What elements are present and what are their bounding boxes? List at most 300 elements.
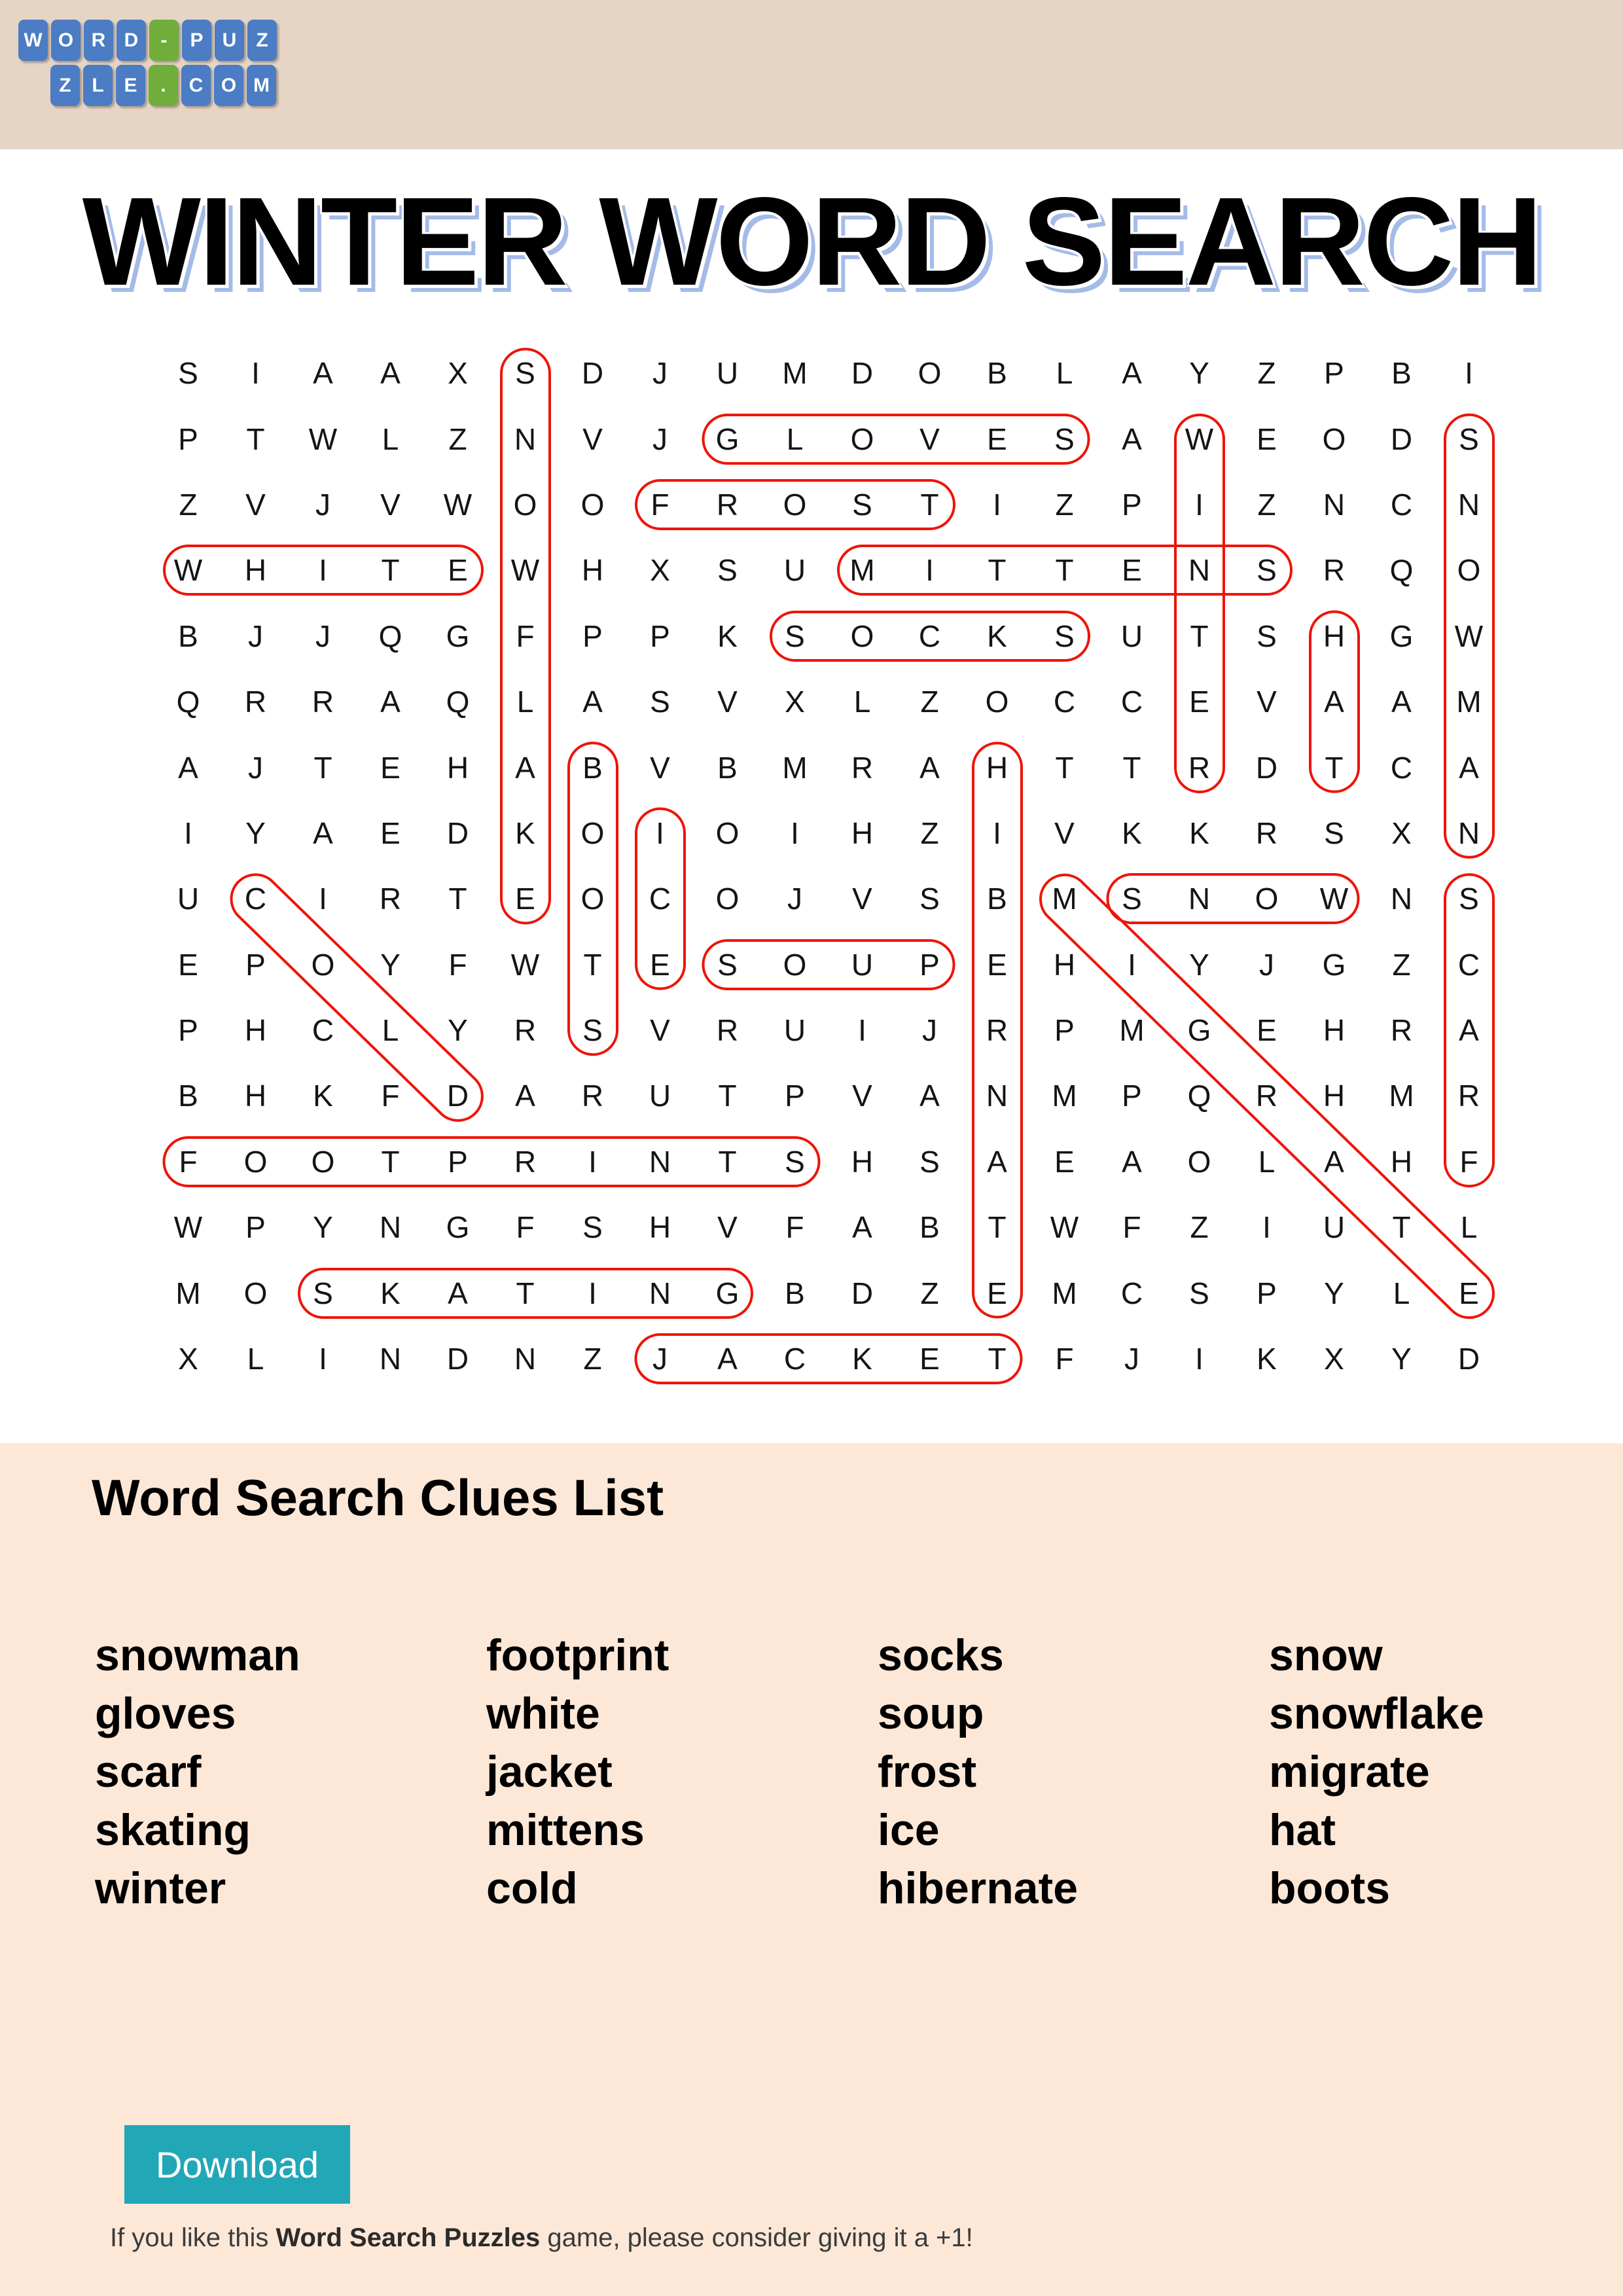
clue-word: footprint bbox=[486, 1630, 669, 1680]
grid-cell: H bbox=[244, 1013, 267, 1048]
clue-word: socks bbox=[878, 1630, 1004, 1680]
grid-cell: N bbox=[649, 1276, 671, 1310]
footer-note-bold: Word Search Puzzles bbox=[276, 2223, 541, 2252]
grid-cell: G bbox=[446, 619, 470, 653]
grid-cell: W bbox=[1050, 1210, 1079, 1245]
grid-cell: N bbox=[1390, 882, 1413, 916]
grid-cell: O bbox=[580, 816, 605, 850]
grid-cell: L bbox=[853, 685, 871, 719]
grid-cell: S bbox=[1054, 422, 1075, 456]
grid-cell: G bbox=[1187, 1013, 1211, 1048]
grid-cell: H bbox=[851, 816, 874, 850]
grid-cell: H bbox=[1390, 1144, 1413, 1179]
grid-cell: L bbox=[1393, 1276, 1410, 1310]
grid-cell: Z bbox=[179, 487, 198, 522]
grid-cell: H bbox=[244, 1079, 267, 1113]
site-logo[interactable] bbox=[18, 20, 277, 110]
grid-cell: H bbox=[1053, 947, 1076, 982]
grid-cell: I bbox=[858, 1013, 866, 1048]
grid-cell: H bbox=[244, 553, 267, 588]
clue-word: gloves bbox=[95, 1689, 236, 1738]
grid-cell: R bbox=[1457, 1079, 1480, 1113]
grid-cell: A bbox=[313, 816, 333, 850]
clue-word: snowflake bbox=[1269, 1689, 1484, 1738]
grid-cell: M bbox=[1456, 685, 1482, 719]
grid-cell: P bbox=[582, 619, 603, 653]
letter-grid bbox=[154, 340, 1503, 1391]
grid-cell: O bbox=[513, 487, 537, 522]
grid-cell: I bbox=[1465, 356, 1473, 391]
grid-cell: H bbox=[446, 750, 469, 785]
grid-cell: G bbox=[446, 1210, 470, 1245]
grid-cell: E bbox=[1122, 553, 1142, 588]
grid-cell: J bbox=[652, 356, 668, 391]
grid-cell: F bbox=[785, 1210, 804, 1245]
grid-cell: L bbox=[1056, 356, 1073, 391]
grid-cell: S bbox=[717, 553, 738, 588]
grid-cell: O bbox=[918, 356, 942, 391]
grid-cell: R bbox=[1390, 1013, 1413, 1048]
grid-cell: P bbox=[178, 422, 198, 456]
grid-cell: I bbox=[184, 816, 192, 850]
grid-cell: N bbox=[379, 1342, 402, 1376]
grid-cell: I bbox=[1195, 487, 1204, 522]
grid-cell: K bbox=[852, 1342, 872, 1376]
grid-cell: P bbox=[1324, 356, 1344, 391]
grid-cell: J bbox=[248, 619, 263, 653]
grid-cell: Q bbox=[1389, 553, 1414, 588]
grid-cell: T bbox=[920, 487, 939, 522]
grid-cell: A bbox=[515, 1079, 535, 1113]
grid-cell: S bbox=[785, 1144, 805, 1179]
grid-cell: W bbox=[308, 422, 338, 456]
grid-cell: E bbox=[987, 1276, 1007, 1310]
grid-cell: W bbox=[510, 553, 540, 588]
grid-cell: X bbox=[448, 356, 468, 391]
grid-cell: H bbox=[1323, 1079, 1346, 1113]
grid-cell: E bbox=[1459, 1276, 1479, 1310]
grid-cell: O bbox=[311, 1144, 335, 1179]
grid-cell: U bbox=[177, 882, 200, 916]
grid-cell: H bbox=[851, 1144, 874, 1179]
grid-cell: U bbox=[1323, 1210, 1346, 1245]
grid-cell: V bbox=[245, 487, 266, 522]
logo-tile: C bbox=[181, 65, 211, 106]
grid-cell: I bbox=[319, 1342, 327, 1376]
grid-cell: W bbox=[510, 947, 540, 982]
logo-tile: P bbox=[182, 20, 211, 61]
grid-cell: R bbox=[1255, 1079, 1278, 1113]
grid-cell: C bbox=[1457, 947, 1480, 982]
grid-cell: V bbox=[852, 1079, 872, 1113]
grid-cell: R bbox=[851, 750, 874, 785]
grid-cell: V bbox=[1257, 685, 1277, 719]
grid-cell: D bbox=[581, 356, 604, 391]
grid-cell: N bbox=[1188, 882, 1211, 916]
grid-cell: O bbox=[1457, 553, 1481, 588]
grid-cell: V bbox=[1054, 816, 1075, 850]
grid-cell: P bbox=[1122, 1079, 1142, 1113]
grid-cell: O bbox=[715, 882, 740, 916]
grid-cell: K bbox=[1122, 816, 1142, 850]
clue-word: scarf bbox=[95, 1747, 202, 1797]
grid-cell: J bbox=[922, 1013, 937, 1048]
grid-cell: J bbox=[1124, 1342, 1139, 1376]
grid-cell: T bbox=[448, 882, 467, 916]
clue-word: boots bbox=[1269, 1863, 1391, 1913]
grid-cell: R bbox=[581, 1079, 604, 1113]
page-header bbox=[0, 0, 1623, 149]
grid-cell: U bbox=[783, 553, 806, 588]
grid-cell: S bbox=[1122, 882, 1142, 916]
grid-cell: P bbox=[1257, 1276, 1277, 1310]
logo-tile: Z bbox=[247, 20, 277, 61]
grid-cell: D bbox=[851, 356, 874, 391]
grid-cell: D bbox=[446, 1342, 469, 1376]
grid-cell: A bbox=[1391, 685, 1412, 719]
grid-cell: M bbox=[1389, 1079, 1414, 1113]
grid-cell: A bbox=[1324, 1144, 1344, 1179]
grid-cell: C bbox=[1120, 685, 1143, 719]
grid-cell: M bbox=[1052, 1276, 1077, 1310]
grid-cell: Y bbox=[448, 1013, 468, 1048]
grid-cell: T bbox=[1392, 1210, 1411, 1245]
grid-cell: T bbox=[1122, 750, 1141, 785]
grid-cell: S bbox=[582, 1210, 603, 1245]
grid-cell: M bbox=[175, 1276, 201, 1310]
grid-cell: A bbox=[919, 1079, 940, 1113]
grid-cell: V bbox=[852, 882, 872, 916]
grid-cell: E bbox=[987, 422, 1007, 456]
grid-cell: D bbox=[446, 1079, 469, 1113]
grid-cell: K bbox=[380, 1276, 401, 1310]
grid-cell: X bbox=[1391, 816, 1412, 850]
grid-cell: P bbox=[1122, 487, 1142, 522]
grid-cell: S bbox=[1189, 1276, 1209, 1310]
clues-column bbox=[878, 1626, 1269, 1918]
grid-cell: A bbox=[313, 356, 333, 391]
grid-cell: A bbox=[987, 1144, 1007, 1179]
grid-cell: Z bbox=[448, 422, 467, 456]
grid-cell: A bbox=[1459, 750, 1479, 785]
grid-cell: A bbox=[852, 1210, 872, 1245]
grid-cell: W bbox=[173, 553, 203, 588]
grid-cell: A bbox=[582, 685, 603, 719]
grid-cell: R bbox=[514, 1013, 537, 1048]
grid-cell: M bbox=[1119, 1013, 1145, 1048]
grid-cell: O bbox=[1322, 422, 1346, 456]
grid-cell: E bbox=[919, 1342, 940, 1376]
grid-cell: L bbox=[1460, 1210, 1478, 1245]
grid-cell: A bbox=[1122, 356, 1142, 391]
grid-cell: C bbox=[1120, 1276, 1143, 1310]
grid-cell: Z bbox=[1257, 356, 1276, 391]
grid-cell: K bbox=[987, 619, 1007, 653]
grid-cell: O bbox=[243, 1144, 268, 1179]
grid-cell: Y bbox=[1391, 1342, 1412, 1376]
logo-tile: R bbox=[84, 20, 113, 61]
grid-cell: A bbox=[1324, 685, 1344, 719]
grid-cell: B bbox=[987, 356, 1007, 391]
grid-cell: V bbox=[919, 422, 940, 456]
grid-cell: H bbox=[581, 553, 604, 588]
grid-cell: Z bbox=[1055, 487, 1074, 522]
grid-cell: P bbox=[1054, 1013, 1075, 1048]
grid-cell: F bbox=[516, 619, 535, 653]
grid-cell: H bbox=[1323, 619, 1346, 653]
grid-cell: W bbox=[1454, 619, 1484, 653]
clue-word: white bbox=[486, 1689, 600, 1738]
grid-cell: R bbox=[514, 1144, 537, 1179]
grid-cell: A bbox=[178, 750, 198, 785]
grid-cell: I bbox=[319, 882, 327, 916]
grid-cell: I bbox=[656, 816, 664, 850]
grid-cell: Z bbox=[920, 685, 939, 719]
clue-word: hat bbox=[1269, 1805, 1336, 1855]
grid-cell: D bbox=[1255, 750, 1278, 785]
grid-cell: S bbox=[178, 356, 198, 391]
logo-row bbox=[50, 65, 277, 106]
clue-word: hibernate bbox=[878, 1863, 1079, 1913]
clues-column bbox=[486, 1626, 878, 1918]
grid-cell: C bbox=[649, 882, 671, 916]
grid-cell: S bbox=[650, 685, 670, 719]
grid-cell: X bbox=[650, 553, 670, 588]
grid-cell: L bbox=[382, 1013, 399, 1048]
grid-cell: T bbox=[988, 1342, 1007, 1376]
grid-cell: E bbox=[380, 816, 401, 850]
grid-cell: B bbox=[178, 619, 198, 653]
grid-cell: O bbox=[311, 947, 335, 982]
clue-word: migrate bbox=[1269, 1747, 1430, 1797]
clue-word: winter bbox=[95, 1863, 226, 1913]
grid-cell: Z bbox=[583, 1342, 602, 1376]
grid-cell: D bbox=[1390, 422, 1413, 456]
logo-tile: . bbox=[149, 65, 178, 106]
grid-cell: T bbox=[988, 553, 1007, 588]
grid-cell: I bbox=[1195, 1342, 1204, 1376]
logo-tile: E bbox=[116, 65, 145, 106]
grid-cell: S bbox=[313, 1276, 333, 1310]
grid-cell: X bbox=[785, 685, 805, 719]
grid-cell: H bbox=[1323, 1013, 1346, 1048]
grid-cell: R bbox=[244, 685, 267, 719]
grid-cell: F bbox=[448, 947, 467, 982]
grid-cell: T bbox=[988, 1210, 1007, 1245]
grid-cell: Z bbox=[920, 1276, 939, 1310]
grid-cell: P bbox=[448, 1144, 468, 1179]
grid-cell: M bbox=[782, 750, 808, 785]
grid-cell: T bbox=[1325, 750, 1344, 785]
grid-cell: U bbox=[783, 1013, 806, 1048]
grid-cell: E bbox=[380, 750, 401, 785]
grid-cell: Z bbox=[1190, 1210, 1209, 1245]
grid-cell: R bbox=[986, 1013, 1008, 1048]
grid-cell: C bbox=[244, 882, 267, 916]
grid-cell: P bbox=[785, 1079, 805, 1113]
grid-cell: N bbox=[1457, 816, 1480, 850]
grid-cell: G bbox=[715, 1276, 740, 1310]
grid-cell: V bbox=[717, 685, 738, 719]
grid-cell: Z bbox=[920, 816, 939, 850]
grid-cell: T bbox=[1190, 619, 1209, 653]
grid-cell: N bbox=[1457, 487, 1480, 522]
grid-cell: T bbox=[313, 750, 332, 785]
download-button[interactable]: Download bbox=[124, 2125, 350, 2204]
grid-cell: E bbox=[515, 882, 535, 916]
grid-cell: T bbox=[718, 1144, 737, 1179]
grid-cell: A bbox=[515, 750, 535, 785]
grid-cell: B bbox=[582, 750, 603, 785]
grid-cell: E bbox=[1257, 1013, 1277, 1048]
grid-cell: O bbox=[850, 422, 874, 456]
grid-cell: C bbox=[312, 1013, 334, 1048]
grid-cell: N bbox=[514, 1342, 537, 1376]
grid-cell: J bbox=[315, 619, 330, 653]
grid-cell: O bbox=[715, 816, 740, 850]
grid-cell: N bbox=[514, 422, 537, 456]
grid-cell: B bbox=[987, 882, 1007, 916]
grid-cell: E bbox=[650, 947, 670, 982]
grid-cell: K bbox=[515, 816, 535, 850]
grid-cell: V bbox=[380, 487, 401, 522]
grid-cell: P bbox=[245, 947, 266, 982]
grid-cell: Z bbox=[1392, 947, 1411, 982]
logo-tile: M bbox=[247, 65, 276, 106]
page-title: WINTER WORD SEARCH bbox=[82, 171, 1541, 312]
grid-cell: J bbox=[248, 750, 263, 785]
clue-word: soup bbox=[878, 1689, 984, 1738]
grid-cell: P bbox=[650, 619, 670, 653]
grid-cell: N bbox=[379, 1210, 402, 1245]
grid-cell: S bbox=[919, 882, 940, 916]
clue-word: skating bbox=[95, 1805, 251, 1855]
grid-cell: B bbox=[178, 1079, 198, 1113]
grid-cell: I bbox=[1262, 1210, 1271, 1245]
grid-cell: F bbox=[651, 487, 669, 522]
grid-cell: C bbox=[783, 1342, 806, 1376]
grid-cell: S bbox=[1459, 422, 1479, 456]
clue-word: ice bbox=[878, 1805, 940, 1855]
grid-cell: U bbox=[851, 947, 874, 982]
grid-cell: H bbox=[649, 1210, 671, 1245]
grid-cell: F bbox=[1459, 1144, 1478, 1179]
grid-cell: S bbox=[582, 1013, 603, 1048]
grid-cell: O bbox=[783, 947, 807, 982]
grid-cell: T bbox=[1055, 553, 1074, 588]
grid-cell: M bbox=[782, 356, 808, 391]
grid-cell: Y bbox=[380, 947, 401, 982]
logo-tile: W bbox=[18, 20, 48, 61]
logo-tile: L bbox=[83, 65, 113, 106]
grid-cell: V bbox=[650, 750, 670, 785]
grid-cell: X bbox=[178, 1342, 198, 1376]
footer-note bbox=[110, 2223, 973, 2253]
footer-note-prefix: If you like this bbox=[110, 2223, 276, 2252]
grid-cell: D bbox=[446, 816, 469, 850]
grid-cell: Y bbox=[245, 816, 266, 850]
grid-cell: I bbox=[588, 1276, 597, 1310]
grid-cell: A bbox=[1122, 422, 1142, 456]
grid-cell: R bbox=[1255, 816, 1278, 850]
grid-cell: M bbox=[1052, 1079, 1077, 1113]
grid-cell: M bbox=[849, 553, 875, 588]
grid-cell: Y bbox=[313, 1210, 333, 1245]
grid-cell: V bbox=[717, 1210, 738, 1245]
footer-note-suffix: game, please consider giving it a +1! bbox=[540, 2223, 973, 2252]
grid-cell: A bbox=[717, 1342, 738, 1376]
grid-cell: R bbox=[1323, 553, 1346, 588]
logo-tile: O bbox=[214, 65, 243, 106]
grid-cell: S bbox=[852, 487, 872, 522]
grid-cell: S bbox=[785, 619, 805, 653]
clue-word: snowman bbox=[95, 1630, 300, 1680]
grid-cell: Q bbox=[378, 619, 402, 653]
grid-cell: B bbox=[785, 1276, 805, 1310]
logo-tile: D bbox=[116, 20, 146, 61]
grid-cell: G bbox=[1322, 947, 1346, 982]
grid-cell: C bbox=[1390, 487, 1413, 522]
grid-cell: J bbox=[652, 1342, 668, 1376]
grid-cell: M bbox=[1052, 882, 1077, 916]
grid-cell: S bbox=[515, 356, 535, 391]
grid-cell: K bbox=[717, 619, 738, 653]
grid-cell: U bbox=[649, 1079, 671, 1113]
grid-cell: C bbox=[1390, 750, 1413, 785]
logo-tile: U bbox=[215, 20, 244, 61]
grid-cell: L bbox=[516, 685, 534, 719]
grid-cell: F bbox=[516, 1210, 535, 1245]
grid-cell: O bbox=[850, 619, 874, 653]
grid-cell: A bbox=[1459, 1013, 1479, 1048]
grid-cell: S bbox=[919, 1144, 940, 1179]
grid-cell: S bbox=[1257, 553, 1277, 588]
grid-cell: R bbox=[312, 685, 334, 719]
logo-tile: Z bbox=[50, 65, 80, 106]
grid-cell: P bbox=[919, 947, 940, 982]
grid-cell: O bbox=[783, 487, 807, 522]
grid-cell: S bbox=[1459, 882, 1479, 916]
grid-cell: W bbox=[173, 1210, 203, 1245]
grid-cell: I bbox=[588, 1144, 597, 1179]
clue-word: mittens bbox=[486, 1805, 645, 1855]
grid-cell: T bbox=[516, 1276, 535, 1310]
grid-cell: B bbox=[717, 750, 738, 785]
grid-cell: K bbox=[1257, 1342, 1277, 1376]
grid-cell: E bbox=[1054, 1144, 1075, 1179]
grid-cell: A bbox=[380, 356, 401, 391]
grid-cell: Q bbox=[1187, 1079, 1211, 1113]
grid-cell: O bbox=[985, 685, 1009, 719]
grid-cell: I bbox=[925, 553, 934, 588]
grid-cell: F bbox=[381, 1079, 400, 1113]
grid-cell: Q bbox=[176, 685, 200, 719]
grid-cell: I bbox=[251, 356, 260, 391]
grid-cell: J bbox=[315, 487, 330, 522]
grid-cell: O bbox=[580, 487, 605, 522]
grid-cell: O bbox=[1255, 882, 1279, 916]
grid-cell: R bbox=[716, 487, 739, 522]
clue-word: frost bbox=[878, 1747, 977, 1797]
grid-cell: O bbox=[1187, 1144, 1211, 1179]
grid-cell: E bbox=[178, 947, 198, 982]
grid-cell: V bbox=[650, 1013, 670, 1048]
grid-cell: Z bbox=[1257, 487, 1276, 522]
grid-cell: D bbox=[851, 1276, 874, 1310]
grid-cell: Y bbox=[1189, 356, 1209, 391]
grid-cell: A bbox=[448, 1276, 468, 1310]
grid-cell: T bbox=[718, 1079, 737, 1113]
